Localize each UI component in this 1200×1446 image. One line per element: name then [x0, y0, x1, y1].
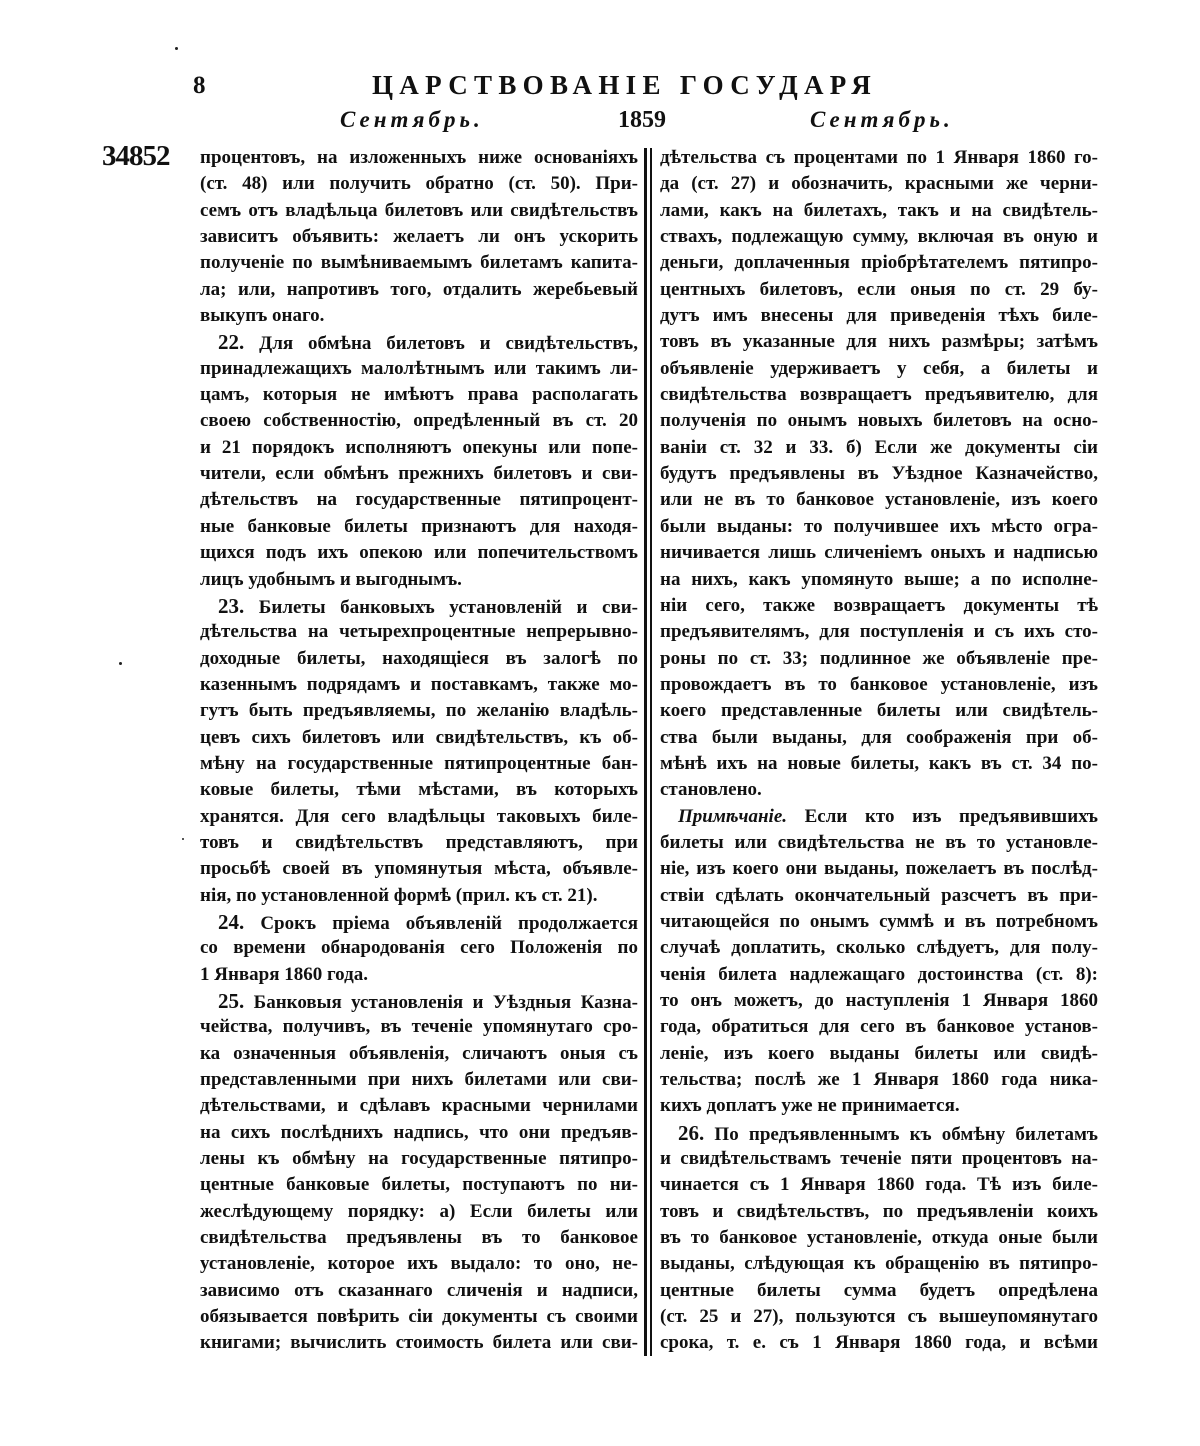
- paragraph: [200, 909, 638, 988]
- text-column-right: [660, 145, 1098, 1357]
- line-text: случаѣ доплатить, сколько слѣдуетъ, для полу-: [660, 937, 1098, 959]
- text-line: [200, 1172, 638, 1198]
- text-line: [200, 277, 638, 303]
- line-text: ствіи сдѣлать окончательный разсчетъ въ при-: [660, 884, 1098, 906]
- text-line: [200, 777, 638, 803]
- line-text: зависитъ объявить: желаетъ ли онъ ускорить: [200, 226, 638, 248]
- text-line: [200, 1330, 638, 1356]
- text-line: [200, 1014, 638, 1040]
- text-line: [200, 619, 638, 645]
- text-line: [200, 224, 638, 250]
- text-line: [660, 830, 1098, 856]
- line-text: ваніи ст. 32 и 33. б) Если же документы сіи: [660, 436, 1098, 458]
- text-line: [200, 962, 638, 988]
- text-line: [660, 619, 1098, 645]
- text-line: [660, 1278, 1098, 1304]
- text-line: [660, 856, 1098, 882]
- line-text: на сихъ послѣднихъ надпись, что они предъяв-: [200, 1121, 638, 1143]
- text-line: [200, 250, 638, 276]
- line-text: дѣтельства на четырехпроцентные непрерывно-: [200, 621, 638, 643]
- line-text: ка означенныя объявленія, сличаютъ оныя съ: [200, 1042, 638, 1064]
- line-text: (ст. 25 и 27), пользуются съ вышеупомянутаго: [660, 1306, 1098, 1328]
- line-text: и свидѣтельствамъ теченіе пяти процентовъ на-: [660, 1148, 1098, 1170]
- text-line: [660, 672, 1098, 698]
- column-divider-thin: [650, 148, 652, 1356]
- scan-speck: [182, 838, 184, 840]
- line-text: становлено.: [660, 779, 762, 801]
- line-text: тельства; послѣ же 1 Января 1860 года ника-: [660, 1069, 1098, 1091]
- line-text: товъ и свидѣтельствъ, по предъявленіи коихъ: [660, 1200, 1098, 1222]
- text-line: [200, 856, 638, 882]
- line-text: обязывается повѣрить сіи документы съ своими: [200, 1306, 638, 1328]
- text-line: [200, 408, 638, 434]
- text-line: [200, 171, 638, 197]
- text-line: [660, 593, 1098, 619]
- line-text: выкупъ онаго.: [200, 305, 325, 327]
- line-text: ства были выданы, для соображенія при об-: [660, 726, 1098, 748]
- text-line: [200, 1304, 638, 1330]
- text-line: [200, 1067, 638, 1093]
- line-text: жеслѣдующему порядку: а) Если билеты или: [200, 1200, 638, 1222]
- line-text: полученіе по вымѣниваемымъ билетамъ капита-: [200, 252, 638, 274]
- line-text: предъявителямъ, для поступленія и съ ихъ сто-: [660, 621, 1098, 643]
- line-text: срока, т. е. съ 1 Января 1860 года, и всѣми: [660, 1332, 1098, 1354]
- line-text: билеты или свидѣтельства не въ то установле-: [660, 831, 1098, 853]
- line-text: 1 Января 1860 года.: [200, 963, 368, 985]
- text-line: [660, 725, 1098, 751]
- text-line: [200, 804, 638, 830]
- line-text: полученія по онымъ новыхъ билетовъ на осно-: [660, 410, 1098, 432]
- text-line: [660, 1146, 1098, 1172]
- text-line: [200, 1146, 638, 1172]
- text-line: [200, 1120, 638, 1146]
- text-line: [200, 461, 638, 487]
- text-line: [200, 830, 638, 856]
- line-text: (ст. 48) или получить обратно (ст. 50). При-: [200, 173, 638, 195]
- line-text: товъ въ указанные для нихъ размѣры; затѣмъ: [660, 331, 1098, 353]
- line-text: были выданы: то получившее ихъ мѣсто огра-: [660, 515, 1098, 537]
- line-text: свидѣтельства возвращаетъ предъявителю, для: [660, 384, 1098, 406]
- line-text: и 21 порядокъ исполняютъ опекуны или попе-: [200, 436, 638, 458]
- line-text: лицъ удобнымъ и выгоднымъ.: [200, 568, 462, 590]
- line-text: центные банковые билеты, поступаютъ по ни-: [200, 1174, 638, 1196]
- text-line: [200, 698, 638, 724]
- line-text: цамъ, которыя не имѣютъ права располагать: [200, 384, 638, 406]
- line-text: принадлежащихъ малолѣтнымъ или такимъ ли-: [200, 357, 638, 379]
- line-text: чейства, получивъ, въ теченіе упомянутаго сро-: [200, 1016, 638, 1038]
- line-text: или не въ то банковое установленіе, изъ коего: [660, 489, 1098, 511]
- text-line: [660, 1304, 1098, 1330]
- line-text: дѣтельствами, и сдѣлавъ красными чернилами: [200, 1095, 638, 1117]
- month-left: Сентябрь.: [340, 107, 484, 132]
- article-number: 23.: [218, 593, 245, 618]
- text-line: [660, 303, 1098, 329]
- text-line: [200, 988, 638, 1014]
- line-text: коего представленные билеты или свидѣтель-: [660, 700, 1098, 722]
- line-text: Банковыя установленія и Уѣздныя Казна-: [244, 992, 638, 1013]
- line-text: дѣтельствъ на государственные пятипроцент-: [200, 489, 638, 511]
- line-text: гутъ быть предъявляемы, по желанію владѣль-: [200, 700, 638, 722]
- text-line: [200, 1251, 638, 1277]
- text-line: [660, 224, 1098, 250]
- text-line: [660, 1093, 1098, 1119]
- text-line: [200, 646, 638, 672]
- text-line: [660, 514, 1098, 540]
- line-text: центныхъ билетовъ, если оныя по ст. 29 бу-: [660, 278, 1098, 300]
- text-line: [660, 1225, 1098, 1251]
- text-column-left: [200, 145, 638, 1357]
- line-text: процентовъ, на изложенныхъ ниже основаніяхъ: [200, 147, 638, 168]
- line-text: зависимо отъ сказаннаго сличенія и надписи,: [200, 1279, 638, 1301]
- text-line: [200, 329, 638, 355]
- line-text: ствахъ, подлежащую сумму, включая въ оную и: [660, 226, 1098, 248]
- line-text: ніи сего, также возвращаетъ документы тѣ: [660, 594, 1098, 616]
- text-line: [200, 883, 638, 909]
- line-text: Если кто изъ предъявившихъ: [787, 805, 1098, 827]
- line-text: своею собственностію, опредѣленный въ ст. 20: [200, 410, 638, 432]
- line-text: ніе, изъ коего они выданы, пожелаетъ въ послѣд-: [660, 858, 1098, 880]
- line-text: ные банковые билеты признаютъ для находя-: [200, 515, 638, 537]
- paragraph: [660, 804, 1098, 1120]
- text-line: [660, 487, 1098, 513]
- paragraph: [200, 145, 638, 329]
- text-line: [660, 1041, 1098, 1067]
- page-number: 8: [193, 72, 206, 99]
- text-line: [200, 593, 638, 619]
- line-text: ла; или, напротивъ того, отдалить жеребьевый: [200, 278, 638, 300]
- line-text: просьбѣ своей въ упомянутыя мѣста, объявле-: [200, 858, 638, 880]
- line-text: мѣну на государственные пятипроцентные бан-: [200, 752, 638, 774]
- paragraph: [200, 329, 638, 592]
- text-line: [200, 540, 638, 566]
- text-line: [200, 303, 638, 329]
- text-line: [660, 171, 1098, 197]
- text-line: [660, 962, 1098, 988]
- line-text: щихся подъ ихъ опекою или попечительствомъ: [200, 542, 638, 564]
- line-text: кихъ доплатъ уже не принимается.: [660, 1095, 960, 1117]
- note-label: Примѣчаніе.: [678, 805, 788, 827]
- text-line: [660, 198, 1098, 224]
- line-text: да (ст. 27) и обозначить, красными же черни-: [660, 173, 1098, 195]
- line-text: установленіе, которое ихъ выдало: то оно, не-: [200, 1253, 638, 1275]
- line-text: года, обратиться для сего въ банковое установ-: [660, 1016, 1098, 1038]
- month-right: Сентябрь.: [810, 107, 954, 132]
- line-text: лами, какъ на билетахъ, такъ и на свидѣтель-: [660, 199, 1098, 221]
- paragraph: [200, 988, 638, 1357]
- line-text: нія, по установленной формѣ (прил. къ ст. 21).: [200, 884, 598, 906]
- article-number: 22.: [218, 330, 245, 355]
- line-text: лены къ обмѣну на государственные пятипро-: [200, 1148, 638, 1170]
- scan-speck: [119, 662, 122, 665]
- text-line: [660, 883, 1098, 909]
- text-line: [660, 382, 1098, 408]
- text-line: [200, 145, 638, 171]
- text-line: [200, 487, 638, 513]
- line-text: роны по ст. 33; подлинное же объявленіе пре-: [660, 647, 1098, 669]
- line-text: Билеты банковыхъ установленій и сви-: [244, 596, 638, 618]
- text-line: [200, 198, 638, 224]
- text-line: [660, 1014, 1098, 1040]
- text-line: [200, 514, 638, 540]
- text-line: [660, 1067, 1098, 1093]
- line-text: въ то банковое установленіе, откуда оные были: [660, 1227, 1098, 1249]
- line-text: семъ отъ владѣльца билетовъ или свидѣтельствъ: [200, 199, 638, 221]
- text-line: [660, 1120, 1098, 1146]
- line-text: на нихъ, какъ упомянуто выше; а по исполне-: [660, 568, 1098, 590]
- text-line: [200, 935, 638, 961]
- running-title: ЦАРСТВОВАНІЕ ГОСУДАРЯ: [372, 70, 877, 100]
- text-line: [660, 988, 1098, 1014]
- line-text: товъ и свидѣтельствъ представляютъ, при: [200, 831, 638, 853]
- text-line: [660, 408, 1098, 434]
- line-text: представленными при нихъ билетами или сви-: [200, 1069, 638, 1091]
- line-text: Для обмѣна билетовъ и свидѣтельствъ,: [244, 333, 638, 355]
- margin-number: 34852: [102, 140, 170, 172]
- text-line: [200, 567, 638, 593]
- text-line: [200, 672, 638, 698]
- line-text: леніе, изъ коего выданы билеты или свидѣ-: [660, 1042, 1098, 1064]
- text-line: [660, 540, 1098, 566]
- year: 1859: [618, 107, 666, 133]
- text-line: [660, 909, 1098, 935]
- text-line: [660, 329, 1098, 355]
- text-line: [660, 935, 1098, 961]
- line-text: По предъявленнымъ къ обмѣну билетамъ: [704, 1123, 1098, 1145]
- text-line: [660, 435, 1098, 461]
- line-text: чители, если обмѣнъ прежнихъ билетовъ и сви-: [200, 463, 638, 485]
- text-line: [200, 1041, 638, 1067]
- line-text: будутъ предъявлены въ Уѣздное Казначейство,: [660, 463, 1098, 485]
- line-text: мѣнѣ ихъ на новые билеты, какъ въ ст. 34 по-: [660, 752, 1098, 774]
- line-text: выданы, слѣдующая къ обращенію въ пятипро-: [660, 1253, 1098, 1275]
- line-text: свидѣтельства предъявлены въ то банковое: [200, 1227, 638, 1249]
- text-line: [660, 698, 1098, 724]
- text-line: [200, 382, 638, 408]
- line-text: со времени обнародованія сего Положенія по: [200, 937, 638, 959]
- line-text: хранятся. Для сего владѣльцы таковыхъ биле-: [200, 805, 638, 827]
- line-text: то онъ можетъ, до наступленія 1 Января 1860: [660, 990, 1098, 1011]
- column-divider-thick: [644, 148, 647, 1356]
- text-line: [660, 1199, 1098, 1225]
- text-line: [660, 751, 1098, 777]
- text-line: [200, 435, 638, 461]
- line-text: центные билеты сумма будетъ опредѣлена: [660, 1279, 1098, 1301]
- line-text: дутъ имъ внесены для приведенія тѣхъ биле-: [660, 305, 1098, 327]
- text-line: [660, 1251, 1098, 1277]
- text-line: [200, 1225, 638, 1251]
- paragraph: [200, 593, 638, 909]
- line-text: читающейся по онымъ суммѣ и въ потребномъ: [660, 910, 1098, 932]
- text-line: [660, 461, 1098, 487]
- text-line: [660, 777, 1098, 803]
- text-line: [200, 1199, 638, 1225]
- text-line: [200, 356, 638, 382]
- text-line: [200, 1093, 638, 1119]
- text-line: [660, 145, 1098, 171]
- text-line: [660, 356, 1098, 382]
- text-line: [200, 751, 638, 777]
- text-line: [660, 277, 1098, 303]
- text-line: [200, 725, 638, 751]
- line-text: деньги, доплаченныя пріобрѣтателемъ пятипро-: [660, 252, 1098, 274]
- line-text: Срокъ пріема объявленій продолжается: [244, 912, 638, 934]
- line-text: казеннымъ подрядамъ и поставкамъ, также мо-: [200, 673, 638, 695]
- line-text: ченія билета надлежащаго достоинства (ст. 8):: [660, 963, 1098, 985]
- text-line: [660, 1330, 1098, 1356]
- line-text: книгами; вычислить стоимость билета или сви-: [200, 1332, 638, 1354]
- paragraph: [660, 1120, 1098, 1357]
- text-line: [660, 1172, 1098, 1198]
- line-text: чинается съ 1 Января 1860 года. Тѣ изъ биле-: [660, 1174, 1098, 1196]
- text-line: [660, 804, 1098, 830]
- scan-speck: [175, 47, 178, 50]
- article-number: 26.: [678, 1120, 705, 1145]
- text-line: [200, 909, 638, 935]
- text-line: [660, 646, 1098, 672]
- line-text: провождаетъ въ то банковое установленіе, изъ: [660, 673, 1098, 695]
- line-text: дѣтельства съ процентами по 1 Января 1860 го-: [660, 147, 1098, 168]
- text-line: [660, 250, 1098, 276]
- text-line: [200, 1278, 638, 1304]
- line-text: ничивается лишь сличеніемъ оныхъ и надписью: [660, 542, 1098, 564]
- article-number: 24.: [218, 909, 245, 934]
- line-text: объявленіе удерживаетъ у себя, а билеты и: [660, 357, 1098, 379]
- line-text: цевъ сихъ билетовъ или свидѣтельствъ, къ об-: [200, 726, 638, 748]
- line-text: ковые билеты, тѣми мѣстами, въ которыхъ: [200, 779, 638, 801]
- line-text: доходные билеты, находящіеся въ залогѣ по: [200, 647, 638, 669]
- paragraph: [660, 145, 1098, 804]
- text-line: [660, 567, 1098, 593]
- article-number: 25.: [218, 989, 245, 1013]
